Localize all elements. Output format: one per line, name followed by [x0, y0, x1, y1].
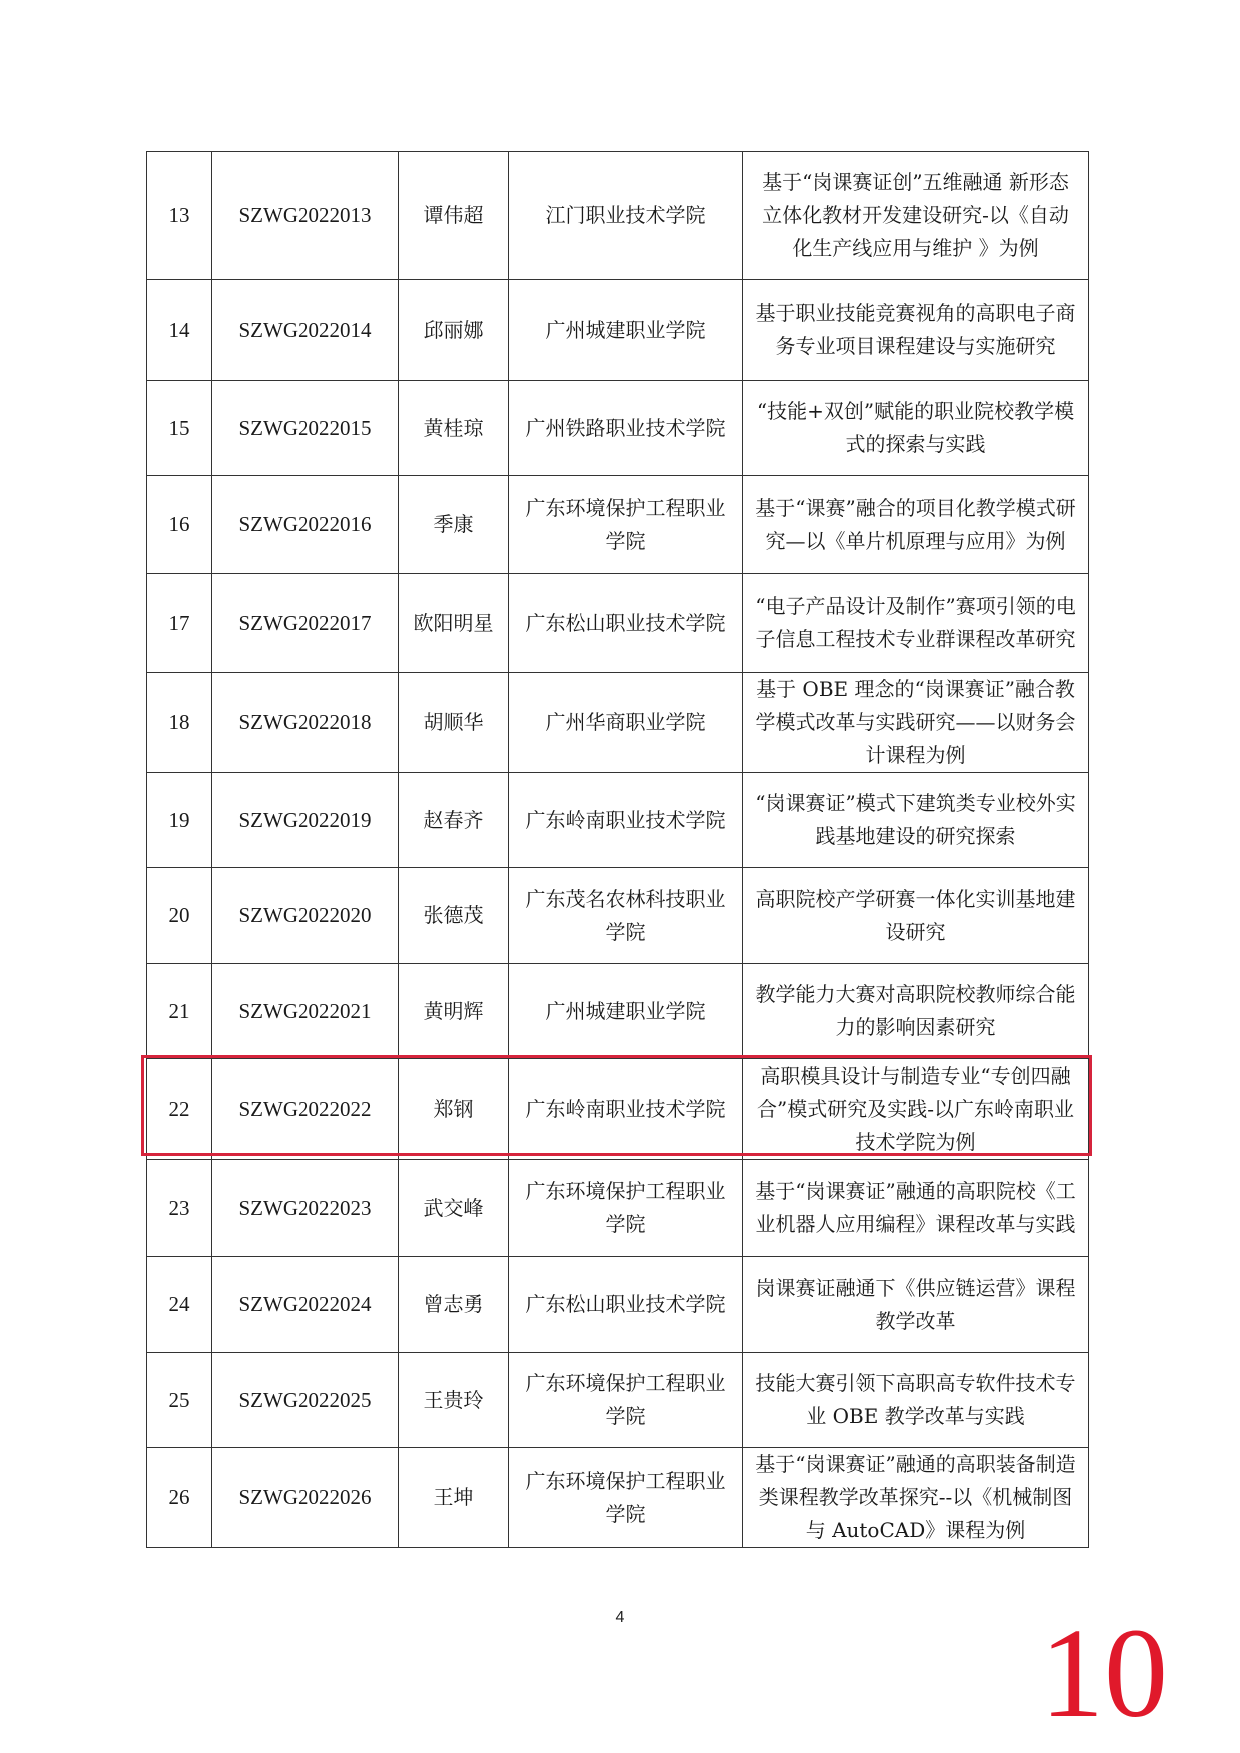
table-row	[147, 1353, 1089, 1448]
person-name: 张德茂	[399, 868, 509, 964]
project-code: SZWG2022023	[212, 1160, 399, 1257]
school-name: 广东环境保护工程职业学院	[509, 476, 743, 574]
project-code: SZWG2022024	[212, 1257, 399, 1353]
school-name: 广州华商职业学院	[509, 673, 743, 773]
person-name: 谭伟超	[399, 152, 509, 280]
school-name: 广东环境保护工程职业学院	[509, 1353, 743, 1448]
project-table	[146, 151, 1089, 1548]
project-code: SZWG2022026	[212, 1448, 399, 1548]
school-name: 广东岭南职业技术学院	[509, 1059, 743, 1160]
school-name: 广东松山职业技术学院	[509, 1257, 743, 1353]
person-name: 赵春齐	[399, 773, 509, 868]
project-code: SZWG2022022	[212, 1059, 399, 1160]
project-code: SZWG2022013	[212, 152, 399, 280]
person-name: 邱丽娜	[399, 280, 509, 381]
row-number: 20	[147, 868, 212, 964]
row-number: 18	[147, 673, 212, 773]
table-row	[147, 1160, 1089, 1257]
project-title: “电子产品设计及制作”赛项引领的电子信息工程技术专业群课程改革研究	[743, 574, 1089, 673]
project-title: 基于“岗课赛证创”五维融通 新形态立体化教材开发建设研究-以《自动化生产线应用与维护 》为例	[743, 152, 1089, 280]
table-row	[147, 1257, 1089, 1353]
school-name: 广东松山职业技术学院	[509, 574, 743, 673]
person-name: 王坤	[399, 1448, 509, 1548]
project-title: 岗课赛证融通下《供应链运营》课程教学改革	[743, 1257, 1089, 1353]
table-row-highlighted	[147, 1059, 1089, 1160]
person-name: 武交峰	[399, 1160, 509, 1257]
row-number: 21	[147, 964, 212, 1059]
page-number: 4	[615, 1609, 625, 1626]
row-number: 24	[147, 1257, 212, 1353]
person-name: 欧阳明星	[399, 574, 509, 673]
table-row	[147, 964, 1089, 1059]
school-name: 广东环境保护工程职业学院	[509, 1448, 743, 1548]
project-code: SZWG2022019	[212, 773, 399, 868]
row-number: 16	[147, 476, 212, 574]
project-code: SZWG2022017	[212, 574, 399, 673]
project-title: 高职院校产学研赛一体化实训基地建设研究	[743, 868, 1089, 964]
project-code: SZWG2022018	[212, 673, 399, 773]
school-name: 广州城建职业学院	[509, 964, 743, 1059]
school-name: 广州城建职业学院	[509, 280, 743, 381]
row-number: 26	[147, 1448, 212, 1548]
row-number: 14	[147, 280, 212, 381]
person-name: 郑钢	[399, 1059, 509, 1160]
row-number: 25	[147, 1353, 212, 1448]
row-number: 23	[147, 1160, 212, 1257]
project-title: 基于“岗课赛证”融通的高职装备制造类课程教学改革探究--以《机械制图与 AutoCAD》课程为例	[743, 1448, 1089, 1548]
person-name: 曾志勇	[399, 1257, 509, 1353]
project-title: 基于 OBE 理念的“岗课赛证”融合教学模式改革与实践研究——以财务会计课程为例	[743, 673, 1089, 773]
row-number: 22	[147, 1059, 212, 1160]
project-code: SZWG2022021	[212, 964, 399, 1059]
table-row	[147, 280, 1089, 381]
project-title: “技能+双创”赋能的职业院校教学模式的探索与实践	[743, 381, 1089, 476]
table-row	[147, 574, 1089, 673]
school-name: 广州铁路职业技术学院	[509, 381, 743, 476]
table-row	[147, 381, 1089, 476]
person-name: 黄桂琼	[399, 381, 509, 476]
project-title: “岗课赛证”模式下建筑类专业校外实践基地建设的研究探索	[743, 773, 1089, 868]
project-title: 高职模具设计与制造专业“专创四融合”模式研究及实践-以广东岭南职业技术学院为例	[743, 1059, 1089, 1160]
table-row	[147, 1448, 1089, 1548]
stamp-number: 10	[1040, 1602, 1168, 1744]
project-code: SZWG2022014	[212, 280, 399, 381]
school-name: 广东环境保护工程职业学院	[509, 1160, 743, 1257]
person-name: 胡顺华	[399, 673, 509, 773]
table-row	[147, 673, 1089, 773]
row-number: 15	[147, 381, 212, 476]
row-number: 19	[147, 773, 212, 868]
school-name: 广东岭南职业技术学院	[509, 773, 743, 868]
project-code: SZWG2022025	[212, 1353, 399, 1448]
school-name: 广东茂名农林科技职业学院	[509, 868, 743, 964]
table-row	[147, 773, 1089, 868]
person-name: 黄明辉	[399, 964, 509, 1059]
project-title: 基于“岗课赛证”融通的高职院校《工业机器人应用编程》课程改革与实践	[743, 1160, 1089, 1257]
person-name: 王贵玲	[399, 1353, 509, 1448]
row-number: 13	[147, 152, 212, 280]
table-row	[147, 152, 1089, 280]
person-name: 季康	[399, 476, 509, 574]
project-title: 基于“课赛”融合的项目化教学模式研究—以《单片机原理与应用》为例	[743, 476, 1089, 574]
project-title: 基于职业技能竞赛视角的高职电子商务专业项目课程建设与实施研究	[743, 280, 1089, 381]
project-code: SZWG2022015	[212, 381, 399, 476]
table-row	[147, 868, 1089, 964]
project-title: 技能大赛引领下高职高专软件技术专业 OBE 教学改革与实践	[743, 1353, 1089, 1448]
row-number: 17	[147, 574, 212, 673]
table-row	[147, 476, 1089, 574]
project-title: 教学能力大赛对高职院校教师综合能力的影响因素研究	[743, 964, 1089, 1059]
project-code: SZWG2022016	[212, 476, 399, 574]
school-name: 江门职业技术学院	[509, 152, 743, 280]
project-code: SZWG2022020	[212, 868, 399, 964]
